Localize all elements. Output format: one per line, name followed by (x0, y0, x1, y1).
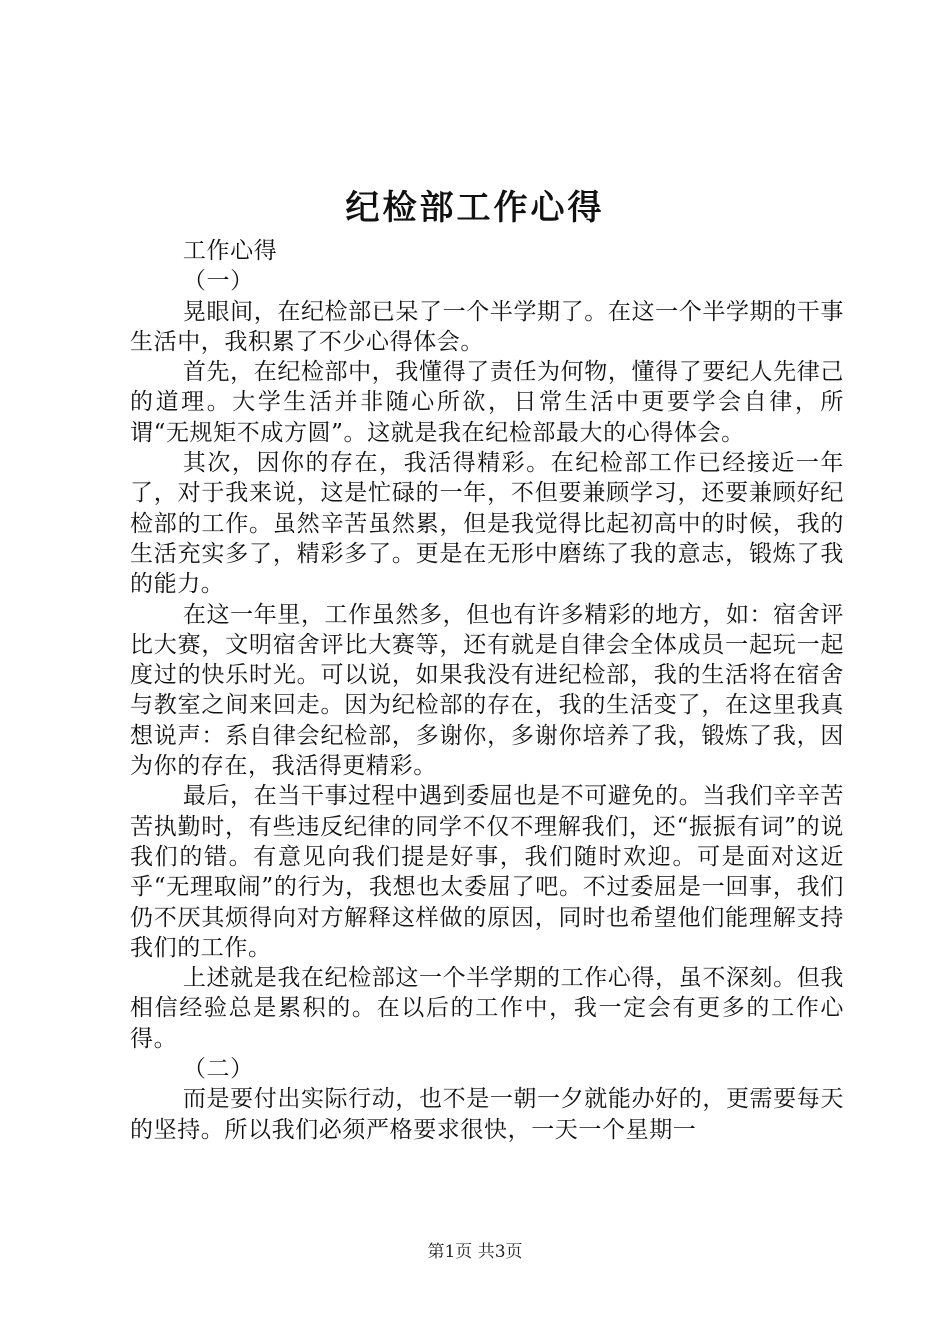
paragraph: 最后，在当干事过程中遇到委屈也是不可避免的。当我们辛辛苦苦执勤时，有些违反纪律的同学不仅不理解我们，还“振振有词”的说我们的错。有意见向我们提是好事，我们随时欢迎。可是面对这近乎“无理取闹”的行为，我想也太委屈了吧。不过委屈是一回事，我们仍不厌其烦得向对方解释这样做的原因，同时也希望他们能理解支持我们的工作。 (130, 783, 844, 961)
paragraph: 其次，因你的存在，我活得精彩。在纪检部工作已经接近一年了，对于我来说，这是忙碌的一年，不但要兼顾学习，还要兼顾好纪检部的工作。虽然辛苦虽然累，但是我觉得比起初高中的时候，我的生活充实多了，精彩多了。更是在无形中磨练了我的意志，锻炼了我的能力。 (130, 450, 844, 598)
paragraph: 而是要付出实际行动，也不是一朝一夕就能办好的，更需要每天的坚持。所以我们必须严格要求很快，一天一个星期一 (130, 1086, 844, 1143)
paragraph: 在这一年里，工作虽然多，但也有许多精彩的地方，如：宿舍评比大赛，文明宿舍评比大赛等，还有就是自律会全体成员一起玩一起度过的快乐时光。可以说，如果我没有进纪检部，我的生活将在宿舍与教室之间来回走。因为纪检部的存在，我的生活变了，在这里我真想说声：系自律会纪检部，多谢你，多谢你培养了我，锻炼了我，因为你的存在，我活得更精彩。 (130, 601, 844, 780)
paragraph: 上述就是我在纪检部这一个半学期的工作心得，虽不深刻。但我相信经验总是累积的。在以后的工作中，我一定会有更多的工作心得。 (130, 965, 844, 1052)
section-number: （一） (182, 268, 254, 295)
section-number: （二） (182, 1056, 254, 1083)
page-footer: 第1页 共3页 (427, 1242, 523, 1262)
paragraph: 首先，在纪检部中，我懂得了责任为何物，懂得了要纪人先律己的道理。大学生活并非随心所欲，日常生活中更要学会自律，所谓“无规矩不成方圆”。这就是我在纪检部最大的心得体会。 (130, 359, 844, 446)
document-body (130, 236, 844, 1145)
document-title: 纪检部工作心得 (345, 188, 605, 228)
section-heading: 工作心得 (182, 238, 278, 264)
paragraph: 晃眼间，在纪检部已呆了一个半学期了。在这一个半学期的干事生活中，我积累了不少心得体会。 (130, 298, 844, 355)
